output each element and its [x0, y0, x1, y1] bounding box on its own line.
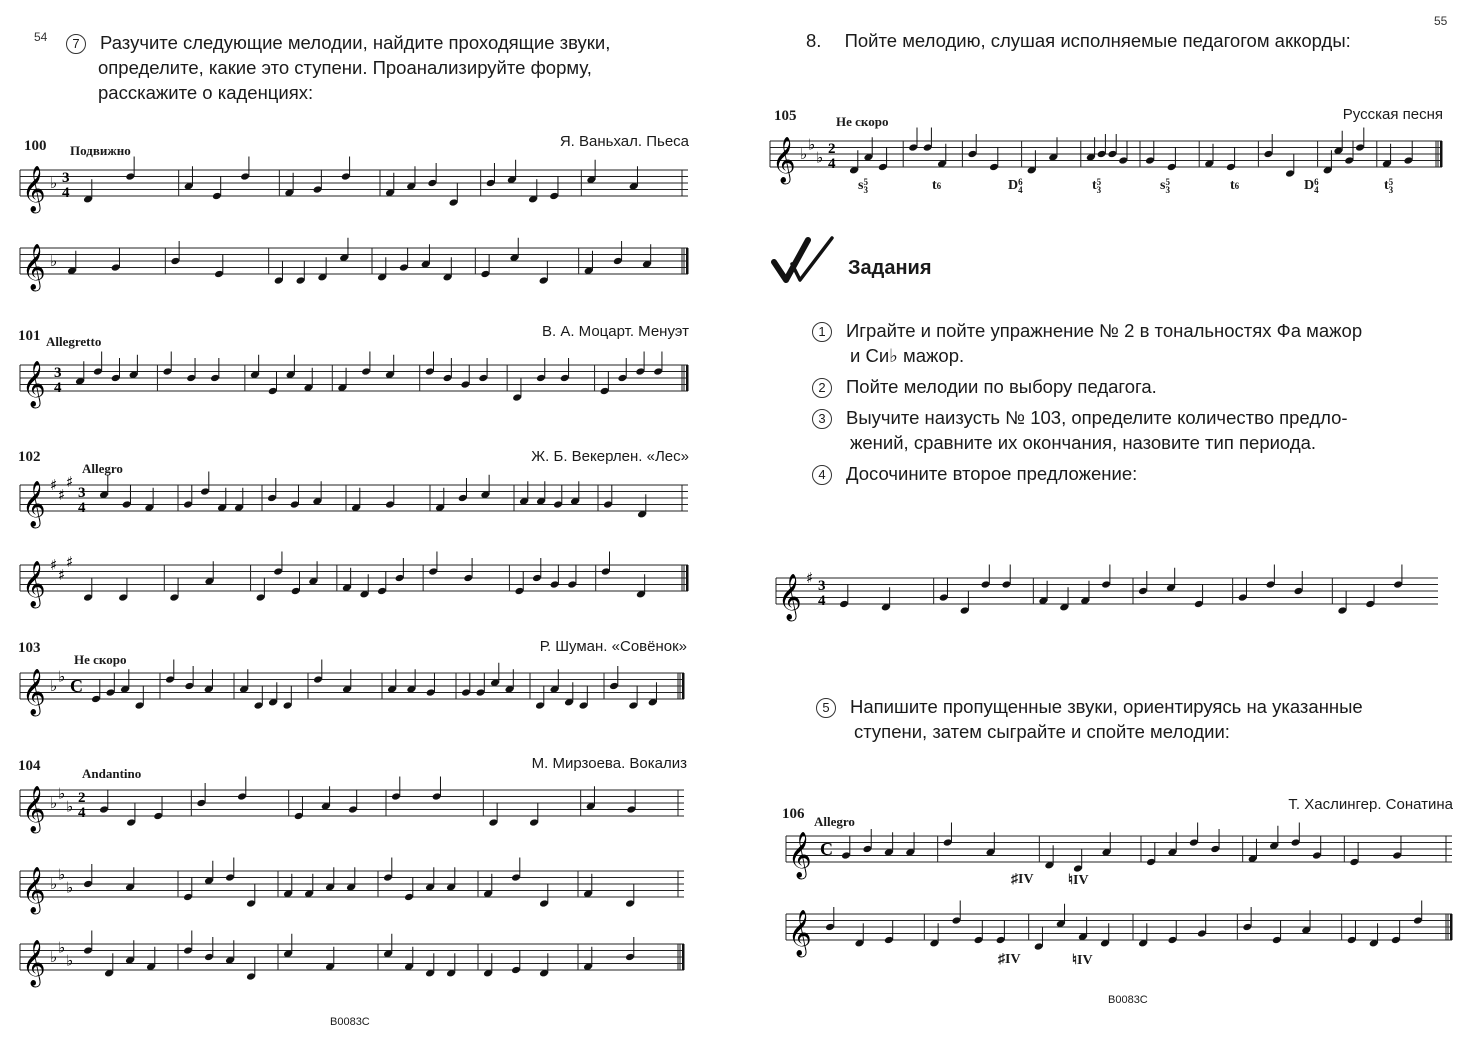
flat-icon: ♭	[50, 875, 58, 893]
flat-icon: ♭	[58, 784, 66, 803]
function-figures: 5 3	[863, 177, 868, 195]
treble-clef-icon: 𝄞	[788, 832, 812, 878]
footer-code: В0083С	[330, 1016, 370, 1028]
composer-credit: Т. Хаслингер. Сонатина	[1288, 796, 1453, 813]
task-number: 2	[812, 378, 832, 398]
function-letter: D	[1008, 178, 1019, 194]
function-figures: 5 3	[1165, 177, 1170, 195]
function-letter: s	[858, 178, 864, 194]
list-item	[812, 461, 1452, 486]
degree-label: ♯IV	[998, 952, 1021, 967]
music-staff	[20, 472, 688, 527]
composer-credit: Ж. Б. Векерлен. «Лес»	[531, 448, 689, 465]
treble-clef-icon: 𝄞	[778, 574, 802, 620]
task-number: 1	[812, 322, 832, 342]
final-barline	[1440, 141, 1443, 167]
function-letter: t	[1092, 178, 1097, 194]
music-staff	[20, 667, 684, 715]
example-number: 100	[24, 138, 47, 154]
time-signature-top: 2	[78, 790, 86, 806]
composer-credit: В. А. Моцарт. Менуэт	[542, 323, 689, 340]
example-number: 104	[18, 758, 41, 774]
tempo-marking: Allegro	[814, 814, 855, 829]
flat-icon: ♭	[50, 794, 58, 812]
function-figures: 5 3	[1388, 177, 1394, 195]
sharp-icon: ♯	[806, 569, 814, 587]
flat-icon: ♭	[800, 145, 808, 163]
flat-icon: ♭	[50, 252, 58, 270]
task-line: жений, сравните их окончания, назовите тип периода.	[850, 432, 1317, 453]
degree-label: ♯IV	[1011, 872, 1034, 887]
task-line: Пойте мелодию, слушая исполняемые педагогом аккорды:	[844, 30, 1351, 51]
flat-icon: ♭	[50, 677, 58, 695]
list-item	[812, 318, 1452, 368]
example-number: 103	[18, 640, 41, 656]
music-staff	[20, 552, 688, 607]
function-letter: t	[932, 178, 937, 193]
task-line: ступени, затем сыграйте и спойте мелодии:	[854, 721, 1230, 742]
function-figures: 6	[936, 180, 942, 191]
function-letter: t	[1230, 178, 1235, 193]
flat-icon: ♭	[58, 865, 66, 884]
composer-credit: Я. Ваньхал. Пьеса	[559, 133, 689, 150]
task-line: Играйте и пойте упражнение № 2 в тональностях Фа мажор	[846, 320, 1363, 341]
tempo-marking: Не скоро	[836, 114, 889, 129]
function-figures: 5 3	[1096, 177, 1102, 195]
final-barline	[682, 944, 685, 970]
time-signature-bottom: 4	[818, 593, 826, 609]
treble-clef-icon: 𝄞	[22, 940, 46, 986]
composer-credit: Русская песня	[1342, 106, 1443, 123]
function-letter: D	[1304, 178, 1315, 194]
harmonic-function	[1160, 178, 1170, 194]
function-letter: s	[1160, 178, 1166, 194]
flat-icon: ♭	[50, 948, 58, 966]
tempo-marking: Allegro	[82, 461, 123, 476]
task-line: Напишите пропущенные звуки, ориентируясь на указанные	[850, 696, 1363, 717]
flat-icon: ♭	[58, 938, 66, 957]
harmonic-function	[1092, 178, 1101, 194]
task-line: Выучите наизусть № 103, определите количество предло-	[846, 407, 1348, 428]
list-item	[812, 405, 1452, 455]
music-staff	[786, 832, 1452, 878]
tempo-marking: Allegretto	[46, 334, 102, 349]
treble-clef-icon: 𝄞	[22, 166, 46, 212]
task-number: 8.	[806, 30, 822, 51]
music-staff	[20, 244, 688, 290]
time-signature-top: 3	[818, 578, 826, 594]
task-number: 7	[66, 34, 86, 54]
treble-clef-icon: 𝄞	[22, 561, 46, 607]
treble-clef-icon: 𝄞	[22, 244, 46, 290]
list-item	[812, 374, 1452, 399]
task-line: Разучите следующие мелодии, найдите проходящие звуки,	[100, 32, 611, 53]
music-staff	[786, 910, 1452, 956]
task-line: расскажите о каденциях:	[98, 82, 314, 103]
music-staff	[770, 135, 1442, 183]
tempo-marking: Подвижно	[70, 143, 131, 158]
music-staff	[20, 361, 688, 407]
time-signature-bottom: 4	[62, 185, 70, 201]
composer-credit: Р. Шуман. «Совёнок»	[539, 638, 687, 655]
harmonic-function	[1230, 178, 1239, 194]
time-signature-top: 3	[78, 485, 86, 501]
harmonic-functions	[770, 178, 1442, 204]
task-number: 4	[812, 465, 832, 485]
time-signature: C	[820, 839, 833, 859]
harmonic-function	[1008, 178, 1023, 194]
time-signature-top: 2	[828, 141, 836, 157]
flat-icon: ♭	[66, 878, 74, 897]
tempo-marking: Не скоро	[74, 652, 127, 667]
time-signature-bottom: 4	[828, 156, 836, 172]
flat-icon: ♭	[66, 951, 74, 970]
checkmark-icon	[770, 234, 840, 284]
final-barline	[686, 248, 689, 274]
treble-clef-icon: 𝄞	[788, 910, 812, 956]
treble-clef-icon: 𝄞	[22, 669, 46, 715]
degree-label: ♮IV	[1072, 953, 1093, 968]
example-number: 106	[782, 806, 805, 822]
composer-credit: М. Мирзоева. Вокализ	[531, 755, 687, 772]
sharp-icon: ♯	[50, 556, 58, 574]
task-line: Пойте мелодии по выбору педагога.	[846, 376, 1157, 397]
time-signature: C	[70, 676, 83, 696]
task-7	[66, 30, 610, 105]
final-barline	[686, 565, 689, 591]
treble-clef-icon: 𝄞	[22, 786, 46, 832]
harmonic-function	[1384, 178, 1393, 194]
page-number-right: 55	[1434, 14, 1448, 28]
function-letter: t	[1384, 178, 1389, 194]
time-signature-bottom: 4	[78, 500, 86, 516]
degree-label: ♮IV	[1068, 873, 1089, 888]
flat-icon: ♭	[50, 174, 58, 192]
harmonic-function	[1304, 178, 1319, 194]
task-line: и Си♭ мажор.	[850, 345, 965, 366]
function-figures: 6 4	[1018, 177, 1023, 195]
treble-clef-icon: 𝄞	[772, 137, 796, 183]
harmonic-function	[858, 178, 868, 194]
flat-icon: ♭	[66, 797, 74, 816]
footer-code: В0083С	[1108, 994, 1148, 1006]
final-barline	[682, 673, 685, 699]
task-8	[806, 28, 1351, 53]
treble-clef-icon: 𝄞	[22, 867, 46, 913]
tasks-list	[812, 318, 1452, 486]
music-staff	[776, 569, 1438, 620]
task-number: 3	[812, 409, 832, 429]
task-line: Досочините второе предложение:	[846, 463, 1138, 484]
music-staff	[20, 865, 684, 913]
music-staff	[20, 784, 684, 832]
time-signature-top: 3	[54, 365, 62, 381]
flat-icon: ♭	[808, 135, 816, 154]
task-number: 5	[816, 698, 836, 718]
tempo-marking: Andantino	[82, 766, 142, 781]
flat-icon: ♭	[816, 148, 824, 167]
task-5	[816, 694, 1363, 744]
example-number: 105	[774, 108, 797, 124]
sharp-icon: ♯	[58, 485, 66, 504]
page-number-left: 54	[34, 30, 48, 44]
example-number: 102	[18, 449, 41, 465]
music-staff	[20, 938, 684, 986]
flat-icon: ♭	[58, 667, 66, 686]
time-signature-bottom: 4	[54, 380, 62, 396]
task-line: определите, какие это ступени. Проанализируйте форму,	[98, 57, 592, 78]
function-figures: 6	[1234, 180, 1240, 191]
harmonic-function	[932, 178, 941, 194]
tasks-heading: Задания	[848, 257, 932, 279]
treble-clef-icon: 𝄞	[22, 361, 46, 407]
time-signature-bottom: 4	[78, 805, 86, 821]
time-signature-top: 3	[62, 170, 70, 186]
music-staff	[20, 166, 688, 212]
sharp-icon: ♯	[50, 476, 58, 494]
treble-clef-icon: 𝄞	[22, 481, 46, 527]
sharp-icon: ♯	[66, 552, 74, 571]
sharp-icon: ♯	[66, 472, 74, 491]
example-number: 101	[18, 328, 41, 344]
function-figures: 6 4	[1314, 177, 1319, 195]
final-barline	[686, 365, 689, 391]
final-barline	[1450, 914, 1453, 940]
sharp-icon: ♯	[58, 565, 66, 584]
